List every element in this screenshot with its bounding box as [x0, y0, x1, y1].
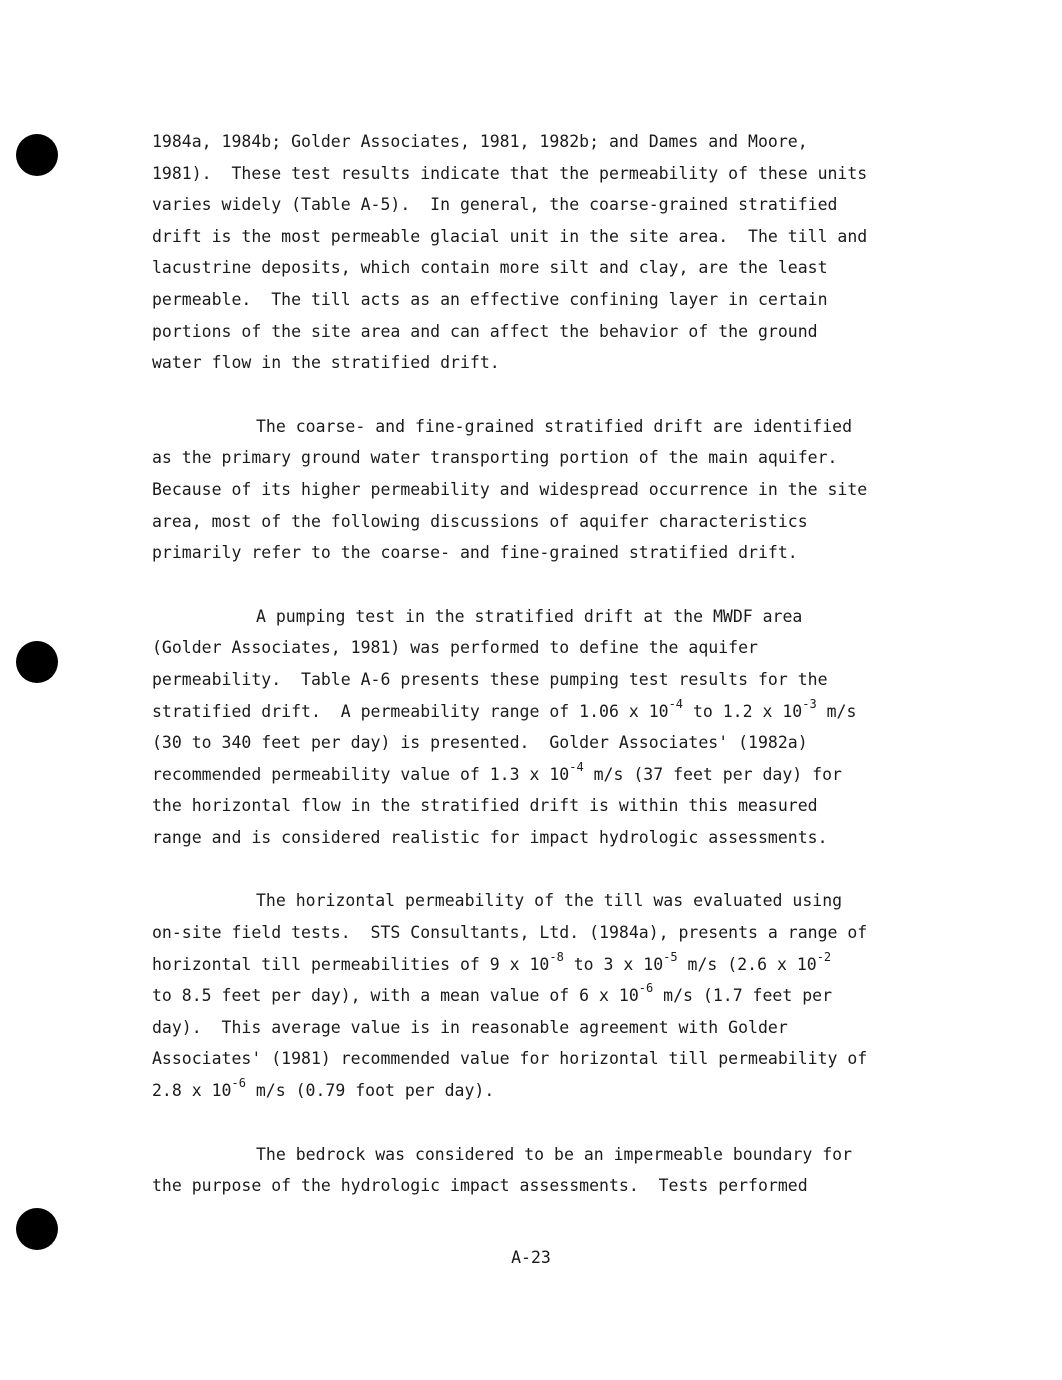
text-segment: 1984a, 1984b; Golder Associates, 1981, 1982b; and Dames and Moore,: [152, 132, 808, 151]
text-segment: (30 to 340 feet per day) is presented. Golder Associates' (1982a): [152, 733, 808, 753]
text-line: [152, 1075, 932, 1107]
text-line: [152, 917, 932, 949]
text-line: [152, 822, 932, 854]
text-line: [152, 664, 932, 696]
paragraph: [152, 601, 932, 854]
text-segment: The coarse- and fine-grained stratified drift are identified: [256, 416, 853, 436]
text-line: [152, 537, 932, 569]
paragraph-gap: [152, 569, 932, 601]
text-line: [152, 316, 932, 348]
text-segment: m/s: [816, 701, 857, 721]
text-line: [152, 759, 932, 791]
text-segment: 2.8 x 10: [152, 1081, 232, 1101]
text-segment: recommended permeability value of 1.3 x 10: [152, 764, 570, 784]
text-line: [152, 411, 932, 443]
text-line: [152, 632, 932, 664]
text-line: [152, 1139, 932, 1171]
text-line: [152, 790, 932, 822]
exponent: -4: [569, 759, 584, 774]
document-body: [152, 126, 932, 1202]
text-segment: The bedrock was considered to be an impermeable boundary for: [256, 1144, 853, 1164]
text-segment: m/s (2.6 x 10: [677, 954, 817, 974]
text-segment: to 3 x 10: [563, 954, 664, 974]
text-segment: stratified drift. A permeability range of 1.06 x 10: [152, 701, 669, 721]
text-segment: Associates' (1981) recommended value for horizontal till permeability of: [152, 1049, 868, 1069]
binder-hole-bottom: [16, 1208, 58, 1250]
text-line: [152, 126, 932, 158]
text-line: [152, 1043, 932, 1075]
text-segment: A pumping test in the stratified drift at the MWDF area: [256, 606, 803, 626]
text-segment: The horizontal permeability of the till was evaluated using: [256, 891, 843, 911]
text-segment: the purpose of the hydrologic impact assessments. Tests performed: [152, 1176, 808, 1196]
text-segment: Because of its higher permeability and widespread occurrence in the site: [152, 479, 868, 499]
exponent: -3: [802, 696, 817, 711]
text-segment: permeable. The till acts as an effective confining layer in certain: [152, 289, 828, 309]
paragraph: [152, 1139, 932, 1202]
text-line: [152, 1170, 932, 1202]
text-segment: m/s (37 feet per day) for: [583, 764, 842, 784]
text-line: [152, 727, 932, 759]
text-line: [152, 347, 932, 379]
text-segment: varies widely (Table A-5). In general, the coarse-grained stratified: [152, 195, 838, 215]
text-segment: m/s (1.7 feet per: [653, 986, 833, 1006]
exponent: -4: [668, 696, 684, 711]
exponent: -2: [816, 949, 832, 964]
text-line: [152, 158, 932, 190]
text-segment: the horizontal flow in the stratified drift is within this measured: [152, 796, 818, 816]
paragraph-gap: [152, 379, 932, 411]
text-segment: on-site field tests. STS Consultants, Ltd. (1984a), presents a range of: [152, 923, 868, 943]
text-segment: 1981). These test results indicate that the permeability of these units: [152, 163, 868, 183]
text-segment: drift is the most permeable glacial unit in the site area. The till and: [152, 226, 868, 246]
text-segment: (Golder Associates, 1981) was performed to define the aquifer: [152, 638, 758, 658]
text-line: [152, 696, 932, 728]
text-line: [152, 980, 932, 1012]
text-line: [152, 189, 932, 221]
text-segment: as the primary ground water transporting portion of the main aquifer.: [152, 448, 838, 468]
text-line: [152, 601, 932, 633]
text-segment: range and is considered realistic for impact hydrologic assessments.: [152, 827, 828, 847]
text-segment: to 1.2 x 10: [683, 701, 803, 721]
paragraph: [152, 885, 932, 1106]
text-line: [152, 252, 932, 284]
text-line: [152, 474, 932, 506]
page-number: A-23: [511, 1248, 551, 1267]
text-line: [152, 284, 932, 316]
paragraph-gap: [152, 853, 932, 885]
paragraph: [152, 126, 932, 379]
text-segment: day). This average value is in reasonable agreement with Golder: [152, 1017, 788, 1037]
exponent: -5: [663, 949, 678, 964]
paragraph-gap: [152, 1107, 932, 1139]
text-line: [152, 221, 932, 253]
text-segment: m/s (0.79 foot per day).: [245, 1081, 495, 1101]
text-line: [152, 885, 932, 917]
text-line: [152, 442, 932, 474]
text-segment: to 8.5 feet per day), with a mean value of 6 x 10: [152, 986, 639, 1006]
paragraph: [152, 411, 932, 569]
text-segment: horizontal till permeabilities of 9 x 10: [152, 954, 550, 974]
text-segment: primarily refer to the coarse- and fine-grained stratified drift.: [152, 543, 798, 563]
exponent: -6: [231, 1076, 246, 1091]
text-segment: lacustrine deposits, which contain more silt and clay, are the least: [152, 258, 828, 278]
text-segment: water flow in the stratified drift.: [152, 353, 500, 373]
text-segment: portions of the site area and can affect the behavior of the ground: [152, 321, 818, 341]
binder-hole-top: [16, 134, 58, 176]
text-line: [152, 949, 932, 981]
text-line: [152, 1012, 932, 1044]
binder-hole-middle: [16, 641, 58, 683]
text-segment: permeability. Table A-6 presents these pumping test results for the: [152, 669, 828, 689]
text-line: [152, 506, 932, 538]
exponent: -8: [549, 949, 564, 964]
text-segment: area, most of the following discussions of aquifer characteristics: [152, 511, 808, 531]
exponent: -6: [638, 981, 654, 996]
